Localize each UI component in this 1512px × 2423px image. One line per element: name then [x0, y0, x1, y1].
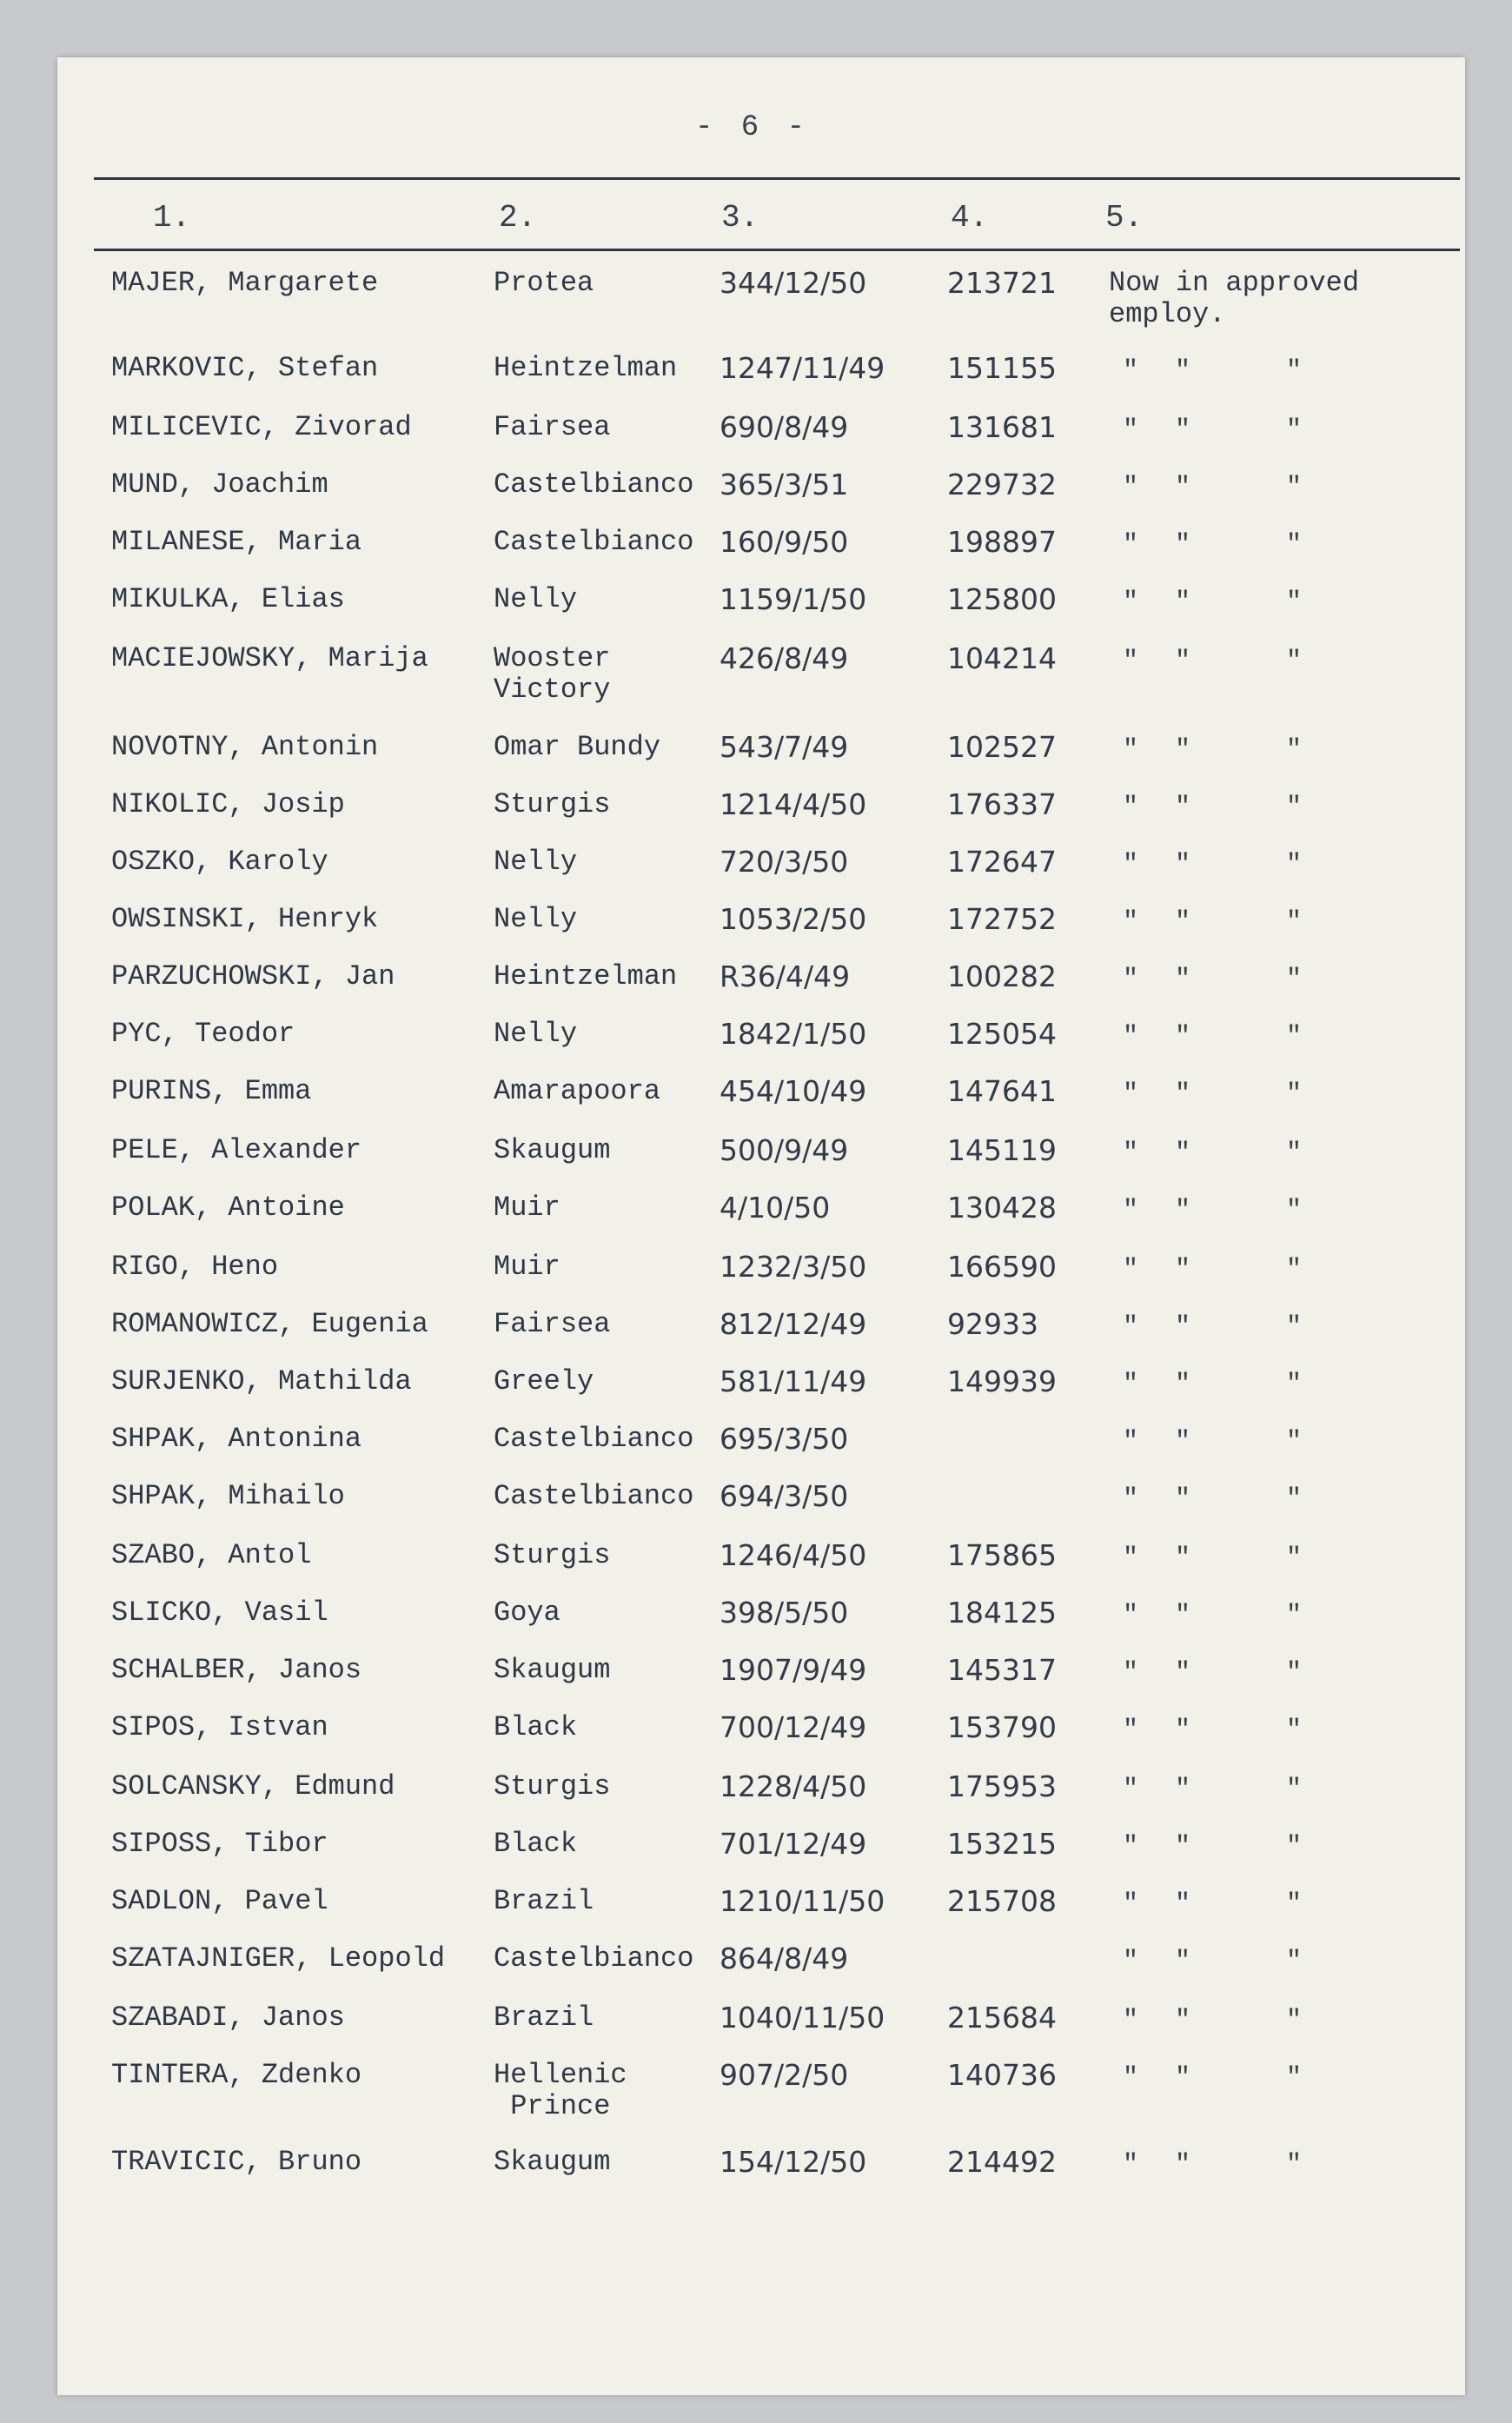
registration-number: 140736: [947, 2058, 1057, 2092]
ship-name: Nelly: [494, 583, 578, 615]
ditto-mark: ": [1123, 1370, 1139, 1399]
registration-number: 215708: [947, 1884, 1057, 1918]
ditto-mark: ": [1175, 1775, 1191, 1804]
ship-name: Castelbianco: [494, 468, 694, 501]
person-name: PELE, Alexander: [111, 1134, 362, 1166]
ditto-mark: ": [1175, 1022, 1191, 1052]
table-row: [0, 584, 1512, 641]
ship-name: Nelly: [494, 903, 578, 935]
registration-number: 145119: [947, 1133, 1057, 1167]
registration-number: 125054: [947, 1017, 1057, 1051]
registration-number: 151155: [947, 351, 1057, 385]
registration-number: 172647: [947, 845, 1057, 879]
ditto-mark: ": [1286, 1775, 1303, 1804]
ditto-mark: ": [1175, 1658, 1191, 1688]
ditto-mark: ": [1286, 1601, 1303, 1630]
registration-number: 184125: [947, 1596, 1057, 1630]
ship-name: Sturgis: [494, 1539, 611, 1571]
ship-name: Skaugum: [494, 1654, 611, 1686]
ship-name: Greely: [494, 1365, 594, 1397]
table-row: [0, 1251, 1512, 1309]
ditto-mark: ": [1175, 735, 1191, 765]
person-name: MAJER, Margarete: [111, 267, 379, 299]
table-row: [0, 1019, 1512, 1076]
table-row: [0, 1366, 1512, 1424]
ship-name: Heintzelman: [494, 960, 678, 992]
table-row: [0, 1481, 1512, 1538]
ditto-mark: ": [1123, 647, 1139, 676]
registration-number: 176337: [947, 787, 1057, 821]
ship-name: Wooster Victory: [494, 642, 611, 706]
reference-number: 344/12/50: [720, 266, 867, 300]
reference-number: 700/12/49: [720, 1710, 867, 1744]
ship-name: Protea: [494, 267, 594, 299]
registration-number: 198897: [947, 525, 1057, 559]
reference-number: 1246/4/50: [720, 1538, 867, 1572]
person-name: SIPOS, Istvan: [111, 1711, 328, 1743]
reference-number: 812/12/49: [720, 1307, 867, 1341]
ditto-mark: ": [1175, 530, 1191, 560]
reference-number: 1228/4/50: [720, 1769, 867, 1803]
registration-number: 153790: [947, 1710, 1057, 1744]
person-name: MILANESE, Maria: [111, 526, 362, 558]
person-name: SADLON, Pavel: [111, 1885, 328, 1917]
reference-number: 695/3/50: [720, 1422, 849, 1456]
ship-name: Skaugum: [494, 1134, 611, 1166]
registration-number: 153215: [947, 1827, 1057, 1861]
ditto-mark: ": [1123, 356, 1139, 386]
reference-number: 1907/9/49: [720, 1653, 867, 1687]
person-name: OSZKO, Karoly: [111, 846, 328, 878]
registration-number: 175865: [947, 1538, 1057, 1572]
ship-name: Fairsea: [494, 411, 611, 443]
ditto-mark: ": [1286, 1484, 1303, 1514]
table-row: [0, 1771, 1512, 1829]
registration-number: 147641: [947, 1074, 1057, 1108]
reference-number: 1247/11/49: [720, 351, 885, 385]
person-name: ROMANOWICZ, Eugenia: [111, 1308, 428, 1340]
ditto-mark: ": [1175, 356, 1191, 386]
ditto-mark: ": [1123, 1484, 1139, 1514]
ditto-mark: ": [1286, 1658, 1303, 1688]
reference-number: 720/3/50: [720, 845, 849, 879]
reference-number: 864/8/49: [720, 1942, 849, 1975]
ship-name: Sturgis: [494, 788, 611, 820]
ditto-mark: ": [1175, 793, 1191, 822]
person-name: SIPOSS, Tibor: [111, 1828, 328, 1860]
person-name: MUND, Joachim: [111, 468, 328, 501]
ditto-mark: ": [1123, 1138, 1139, 1168]
table-row: [0, 1943, 1512, 2001]
ditto-mark: ": [1175, 1543, 1191, 1573]
ship-name: Muir: [494, 1251, 560, 1283]
ditto-mark: ": [1286, 473, 1303, 502]
table-row: [0, 1135, 1512, 1192]
ship-name: Castelbianco: [494, 1423, 694, 1455]
ditto-mark: ": [1286, 1255, 1303, 1285]
ship-name: Castelbianco: [494, 1942, 694, 1975]
registration-number: 100282: [947, 959, 1057, 993]
reference-number: 690/8/49: [720, 410, 849, 444]
ditto-mark: ": [1286, 1832, 1303, 1862]
registration-number: 213721: [947, 266, 1057, 300]
ship-name: Brazil: [494, 2001, 594, 2034]
ditto-mark: ": [1123, 850, 1139, 880]
person-name: TRAVICIC, Bruno: [111, 2146, 362, 2178]
ship-name: Black: [494, 1828, 578, 1860]
ditto-mark: ": [1123, 1947, 1139, 1976]
header-top-rule: [94, 177, 1460, 180]
reference-number: 426/8/49: [720, 641, 849, 675]
ditto-mark: ": [1123, 965, 1139, 994]
registration-number: 102527: [947, 730, 1057, 764]
person-name: RIGO, Heno: [111, 1251, 279, 1283]
ditto-mark: ": [1123, 1312, 1139, 1342]
ditto-mark: ": [1286, 415, 1303, 445]
ditto-mark: ": [1286, 1370, 1303, 1399]
ditto-mark: ": [1175, 965, 1191, 994]
table-row: [0, 1597, 1512, 1655]
ship-name: Brazil: [494, 1885, 594, 1917]
person-name: SZATAJNIGER, Leopold: [111, 1942, 446, 1975]
table-row: [0, 789, 1512, 846]
ditto-mark: ": [1175, 1427, 1191, 1457]
ship-name: Nelly: [494, 1018, 578, 1050]
person-name: NIKOLIC, Josip: [111, 788, 345, 820]
column-header-2: 2.: [499, 200, 537, 236]
ditto-mark: ": [1286, 647, 1303, 676]
table-row: [0, 732, 1512, 789]
registration-number: 214492: [947, 2145, 1057, 2179]
table-row: [0, 1309, 1512, 1366]
ditto-mark: ": [1286, 1427, 1303, 1457]
ditto-mark: ": [1123, 907, 1139, 937]
ditto-mark: ": [1286, 356, 1303, 386]
table-row: [0, 527, 1512, 584]
ditto-mark: ": [1123, 1196, 1139, 1225]
registration-number: 131681: [947, 410, 1057, 444]
ditto-mark: ": [1286, 1079, 1303, 1109]
person-name: MIKULKA, Elias: [111, 583, 345, 615]
table-row: [0, 1829, 1512, 1886]
ditto-mark: ": [1286, 907, 1303, 937]
ship-name: Black: [494, 1711, 578, 1743]
ditto-mark: ": [1175, 415, 1191, 445]
ship-name: Heintzelman: [494, 352, 678, 384]
ditto-mark: ": [1123, 587, 1139, 617]
reference-number: 1053/2/50: [720, 902, 867, 936]
reference-number: R36/4/49: [720, 959, 851, 993]
reference-number: 1210/11/50: [720, 1884, 885, 1918]
status-text: Now in approved employ.: [1109, 267, 1360, 330]
ditto-mark: ": [1175, 1484, 1191, 1514]
ship-name: Nelly: [494, 846, 578, 878]
ship-name: Omar Bundy: [494, 731, 661, 763]
ditto-mark: ": [1286, 2150, 1303, 2180]
ditto-mark: ": [1175, 1947, 1191, 1976]
ditto-mark: ": [1175, 1138, 1191, 1168]
page-number: - 6 -: [695, 111, 811, 144]
ditto-mark: ": [1123, 1775, 1139, 1804]
ship-name: Fairsea: [494, 1308, 611, 1340]
ditto-mark: ": [1123, 1427, 1139, 1457]
ditto-mark: ": [1175, 1079, 1191, 1109]
ditto-mark: ": [1123, 2006, 1139, 2035]
registration-number: 229732: [947, 468, 1057, 501]
table-row: [0, 2058, 1512, 2122]
table-row: [0, 353, 1512, 410]
ship-name: Muir: [494, 1192, 560, 1224]
ditto-mark: ": [1123, 1543, 1139, 1573]
ditto-mark: ": [1123, 793, 1139, 822]
reference-number: 1214/4/50: [720, 787, 867, 821]
reference-number: 454/10/49: [720, 1074, 867, 1108]
reference-number: 1232/3/50: [720, 1250, 867, 1284]
person-name: SHPAK, Mihailo: [111, 1480, 345, 1512]
ditto-mark: ": [1286, 793, 1303, 822]
ditto-mark: ": [1286, 1138, 1303, 1168]
ship-name: Hellenic Prince: [494, 2059, 627, 2122]
person-name: PYC, Teodor: [111, 1018, 295, 1050]
reference-number: 500/9/49: [720, 1133, 849, 1167]
ditto-mark: ": [1286, 1196, 1303, 1225]
table-row: [0, 1424, 1512, 1481]
ditto-mark: ": [1123, 1022, 1139, 1052]
ditto-mark: ": [1286, 530, 1303, 560]
table-row: [0, 412, 1512, 469]
ditto-mark: ": [1123, 415, 1139, 445]
ditto-mark: ": [1286, 1947, 1303, 1976]
table-row: [0, 1192, 1512, 1250]
person-name: SLICKO, Vasil: [111, 1597, 328, 1629]
person-name: SZABADI, Janos: [111, 2001, 345, 2034]
ditto-mark: ": [1123, 1255, 1139, 1285]
ditto-mark: ": [1175, 907, 1191, 937]
reference-number: 1159/1/50: [720, 582, 867, 616]
ditto-mark: ": [1175, 1196, 1191, 1225]
ditto-mark: ": [1123, 1601, 1139, 1630]
reference-number: 365/3/51: [720, 468, 849, 501]
ditto-mark: ": [1286, 1312, 1303, 1342]
ditto-mark: ": [1175, 2063, 1191, 2093]
person-name: SCHALBER, Janos: [111, 1654, 362, 1686]
ditto-mark: ": [1123, 735, 1139, 765]
person-name: MACIEJOWSKY, Marija: [111, 642, 428, 674]
reference-number: 694/3/50: [720, 1479, 849, 1513]
ditto-mark: ": [1286, 587, 1303, 617]
table-row: [0, 1076, 1512, 1133]
ditto-mark: ": [1175, 1601, 1191, 1630]
table-row: [0, 641, 1512, 706]
registration-number: 145317: [947, 1653, 1057, 1687]
registration-number: 130428: [947, 1191, 1057, 1225]
column-header-5: 5.: [1105, 200, 1144, 236]
ditto-mark: ": [1286, 2006, 1303, 2035]
person-name: MARKOVIC, Stefan: [111, 352, 379, 384]
ship-name: Goya: [494, 1597, 560, 1629]
person-name: PURINS, Emma: [111, 1075, 312, 1107]
table-row: [0, 2002, 1512, 2060]
reference-number: 581/11/49: [720, 1364, 867, 1398]
column-header-3: 3.: [721, 200, 759, 236]
column-header-4: 4.: [951, 200, 989, 236]
ditto-mark: ": [1123, 1889, 1139, 1919]
ship-name: Amarapoora: [494, 1075, 661, 1107]
ditto-mark: ": [1286, 965, 1303, 994]
person-name: NOVOTNY, Antonin: [111, 731, 379, 763]
reference-number: 543/7/49: [720, 730, 849, 764]
ship-name: Castelbianco: [494, 1480, 694, 1512]
person-name: OWSINSKI, Henryk: [111, 903, 379, 935]
ditto-mark: ": [1123, 473, 1139, 502]
ditto-mark: ": [1175, 1312, 1191, 1342]
table-row: [0, 2147, 1512, 2204]
ditto-mark: ": [1175, 647, 1191, 676]
ditto-mark: ": [1175, 2150, 1191, 2180]
ditto-mark: ": [1123, 530, 1139, 560]
ditto-mark: ": [1175, 473, 1191, 502]
reference-number: 1040/11/50: [720, 2001, 885, 2035]
ship-name: Skaugum: [494, 2146, 611, 2178]
person-name: MILICEVIC, Zivorad: [111, 411, 412, 443]
person-name: SURJENKO, Mathilda: [111, 1365, 412, 1397]
ditto-mark: ": [1175, 1370, 1191, 1399]
ditto-mark: ": [1123, 1658, 1139, 1688]
ditto-mark: ": [1286, 1889, 1303, 1919]
reference-number: 154/12/50: [720, 2145, 867, 2179]
ditto-mark: ": [1175, 2006, 1191, 2035]
ditto-mark: ": [1286, 1022, 1303, 1052]
table-row: [0, 1655, 1512, 1712]
person-name: SZABO, Antol: [111, 1539, 312, 1571]
ditto-mark: ": [1175, 587, 1191, 617]
person-name: SHPAK, Antonina: [111, 1423, 362, 1455]
reference-number: 907/2/50: [720, 2058, 849, 2092]
ditto-mark: ": [1286, 1543, 1303, 1573]
ditto-mark: ": [1286, 850, 1303, 880]
ditto-mark: ": [1286, 1716, 1303, 1745]
ditto-mark: ": [1175, 1889, 1191, 1919]
table-row: [0, 961, 1512, 1019]
table-row: [0, 469, 1512, 527]
ditto-mark: ": [1175, 850, 1191, 880]
column-header-1: 1.: [153, 200, 191, 236]
reference-number: 1842/1/50: [720, 1017, 867, 1051]
registration-number: 104214: [947, 641, 1057, 675]
table-row: [0, 1540, 1512, 1597]
ditto-mark: ": [1175, 1832, 1191, 1862]
reference-number: 160/9/50: [720, 525, 849, 559]
registration-number: 92933: [947, 1307, 1038, 1341]
table-row: [0, 904, 1512, 961]
ship-name: Sturgis: [494, 1770, 611, 1802]
registration-number: 149939: [947, 1364, 1057, 1398]
ditto-mark: ": [1123, 1079, 1139, 1109]
ditto-mark: ": [1123, 2063, 1139, 2093]
ditto-mark: ": [1175, 1716, 1191, 1745]
table-row: [0, 1712, 1512, 1769]
ditto-mark: ": [1286, 735, 1303, 765]
reference-number: 398/5/50: [720, 1596, 849, 1630]
table-row: [0, 266, 1512, 330]
ditto-mark: ": [1175, 1255, 1191, 1285]
ditto-mark: ": [1123, 1832, 1139, 1862]
reference-number: 4/10/50: [720, 1191, 831, 1225]
person-name: TINTERA, Zdenko: [111, 2059, 362, 2091]
person-name: PARZUCHOWSKI, Jan: [111, 960, 395, 992]
ditto-mark: ": [1123, 2150, 1139, 2180]
registration-number: 125800: [947, 582, 1057, 616]
registration-number: 175953: [947, 1769, 1057, 1803]
registration-number: 172752: [947, 902, 1057, 936]
reference-number: 701/12/49: [720, 1827, 867, 1861]
registration-number: 166590: [947, 1250, 1057, 1284]
ditto-mark: ": [1286, 2063, 1303, 2093]
table-row: [0, 846, 1512, 904]
person-name: POLAK, Antoine: [111, 1192, 345, 1224]
ship-name: Castelbianco: [494, 526, 694, 558]
ditto-mark: ": [1123, 1716, 1139, 1745]
table-row: [0, 1886, 1512, 1943]
person-name: SOLCANSKY, Edmund: [111, 1770, 395, 1802]
header-bottom-rule: [94, 249, 1460, 251]
registration-number: 215684: [947, 2001, 1057, 2035]
